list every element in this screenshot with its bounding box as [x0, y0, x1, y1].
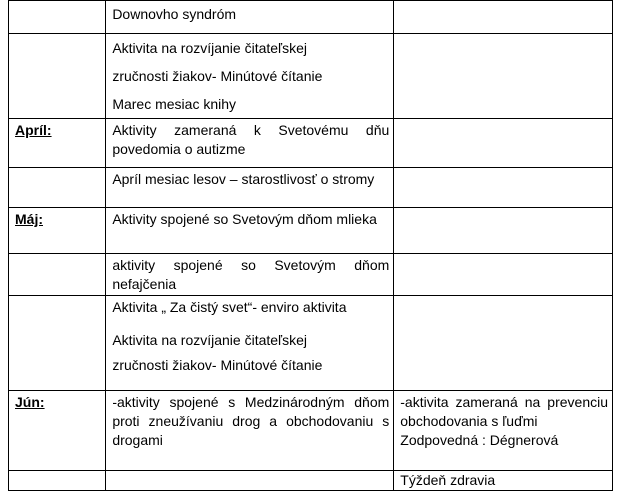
activity-cell [106, 34, 394, 119]
note-cell [394, 208, 613, 254]
table-row [9, 254, 613, 296]
activity-text: Aktivita „ Za čistý svet“- enviro aktivita [112, 299, 347, 315]
activity-text: Aktivita na rozvíjanie čitateľskej [112, 332, 308, 348]
month-cell [9, 471, 106, 491]
activity-text: Apríl mesiac lesov – starostlivosť o stromy [112, 171, 375, 187]
activity-cell [106, 391, 394, 471]
note-cell [394, 1, 613, 34]
month-cell [9, 391, 106, 471]
note-text: -aktivita zameraná na prevenciu obchodovania s ľuďmi [400, 394, 608, 429]
activity-cell [106, 208, 394, 254]
month-cell [9, 168, 106, 208]
note-cell [394, 391, 613, 471]
month-cell [9, 208, 106, 254]
note-cell [394, 254, 613, 296]
table-row [9, 1, 613, 34]
table-row [9, 208, 613, 254]
activity-text: -aktivity spojené s Medzinárodným dňom proti zneužívaniu drog a obchodovaniu s drogami [112, 394, 390, 448]
activity-text: Downovho syndróm [112, 6, 237, 22]
activity-cell [106, 1, 394, 34]
note-cell [394, 296, 613, 391]
activity-cell [106, 119, 394, 168]
note-cell [394, 119, 613, 168]
table-row [9, 34, 613, 119]
activity-cell [106, 296, 394, 391]
month-label: Apríl: [15, 122, 52, 138]
month-label: Jún: [15, 394, 45, 410]
table-row [9, 391, 613, 471]
activity-cell [106, 471, 394, 491]
month-cell [9, 254, 106, 296]
table-row [9, 296, 613, 391]
activity-cell [106, 254, 394, 296]
activity-text: Marec mesiac knihy [112, 96, 237, 112]
table-row [9, 471, 613, 491]
note-text: Týždeň zdravia [400, 472, 496, 488]
activity-text: zručnosti žiakov- Minútové čítanie [112, 68, 323, 84]
activity-text: Aktivity spojené so Svetovým dňom mlieka [112, 211, 377, 227]
month-cell [9, 119, 106, 168]
table-row [9, 168, 613, 208]
activity-cell [106, 168, 394, 208]
month-cell [9, 34, 106, 119]
activity-text: aktivity spojené so Svetovým dňom nefajčenia [112, 257, 390, 292]
note-cell [394, 168, 613, 208]
month-cell [9, 1, 106, 34]
note-cell [394, 34, 613, 119]
table-row [9, 119, 613, 168]
activity-text: Aktivity zameraná k Svetovému dňu povedomia o autizme [112, 122, 390, 157]
note-cell [394, 471, 613, 491]
month-cell [9, 296, 106, 391]
responsible-person: Zodpovedná : Dégnerová [400, 432, 559, 448]
document-page [8, 0, 613, 491]
month-label: Máj: [15, 211, 43, 227]
activity-plan-table [8, 0, 613, 491]
activity-text: zručnosti žiakov- Minútové čítanie [112, 357, 323, 373]
activity-text: Aktivita na rozvíjanie čitateľskej [112, 40, 308, 56]
